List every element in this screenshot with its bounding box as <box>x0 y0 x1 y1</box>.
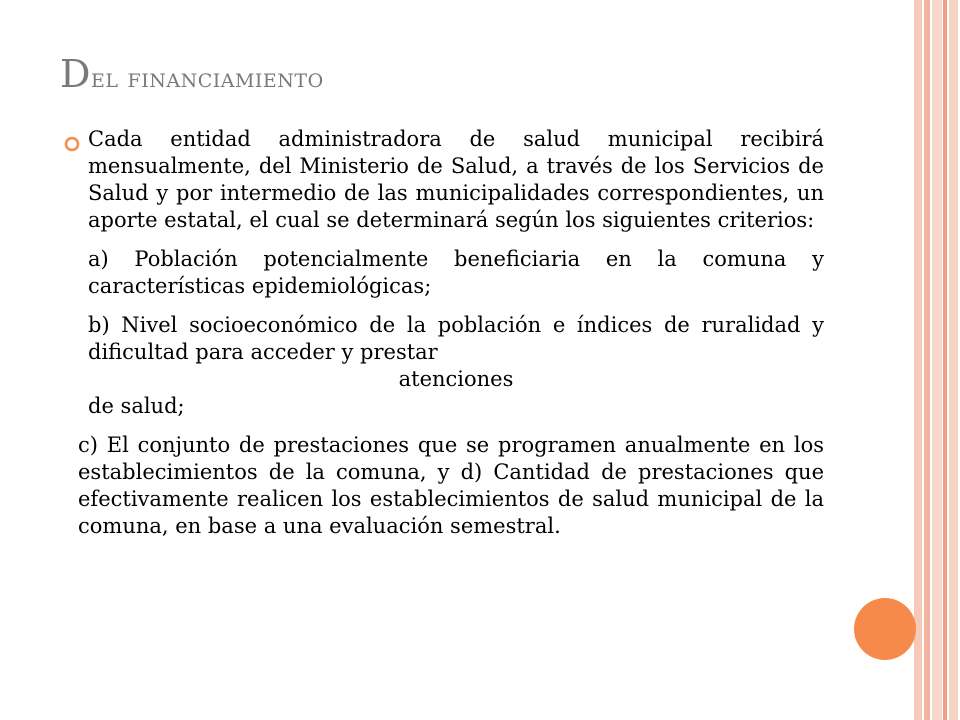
criterion-b-line2: atenciones <box>398 367 514 391</box>
criterion-c-d: c) El conjunto de prestaciones que se programen anualmente en los establecimientos de la comuna, y d) Cantidad de prestaciones que efectivamente realicen los establecimientos de salud municipal de la comuna, en base a una evaluación semestral. <box>78 433 824 538</box>
slide-title-rest: el financiamiento <box>90 63 324 94</box>
slide-title-initial: D <box>60 52 91 96</box>
criterion-a: a) Población potencialmente beneficiaria en la comuna y características epidemiológicas; <box>88 247 824 298</box>
criterion-b-line3: de salud; <box>88 394 185 418</box>
criterion-b-line1: b) Nivel socioeconómico de la población e índices de ruralidad y dificultad para acceder y prestar <box>88 313 824 364</box>
decorative-stripes <box>912 0 960 720</box>
bullet-ring-icon <box>63 135 81 153</box>
slide-body <box>78 126 824 552</box>
slide-title <box>60 52 324 96</box>
decorative-circle <box>854 598 916 660</box>
paragraph-intro: Cada entidad administradora de salud municipal recibirá mensualmente, del Ministerio de Salud, a través de los Servicios de Salud y por intermedio de las municipalidades correspondientes, un aporte estatal, el cual se determinará según los siguientes criterios: <box>88 127 824 232</box>
